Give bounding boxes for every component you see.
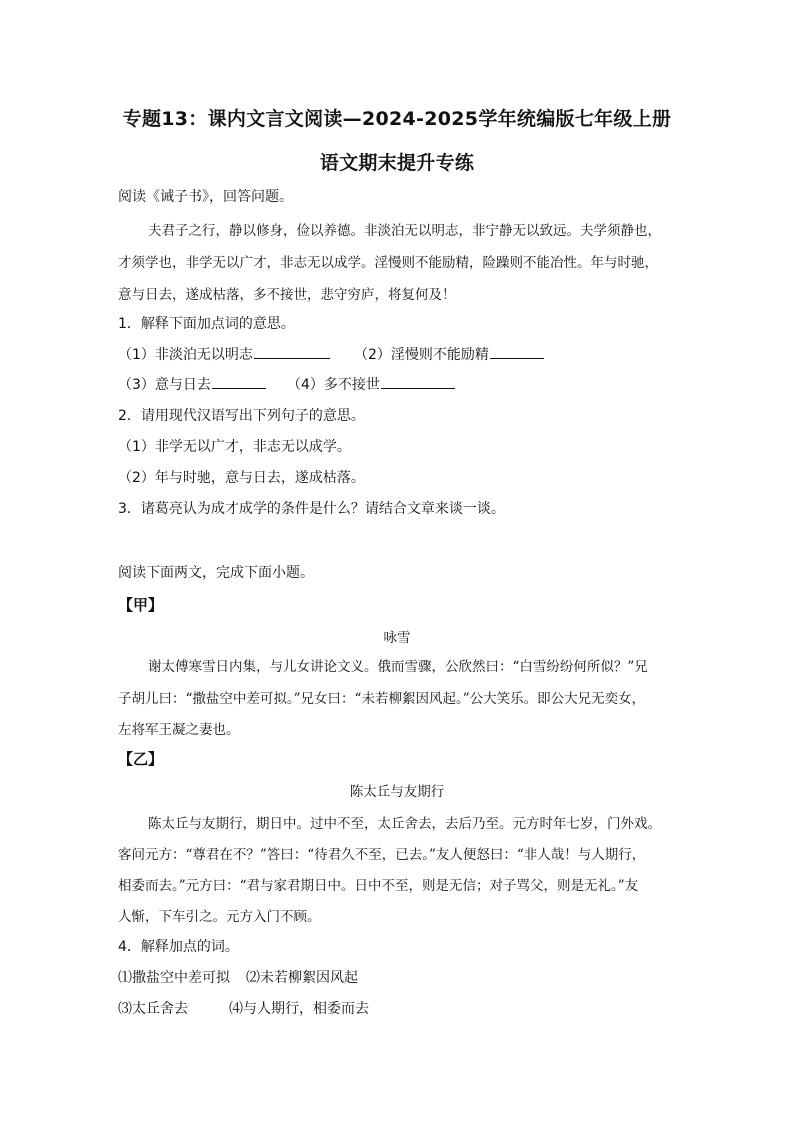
passage-jia-title: 咏雪 bbox=[383, 630, 411, 646]
document-title-line1: 专题13：课内文言文阅读—2024-2025学年统编版七年级上册 bbox=[122, 108, 672, 130]
question-3: 3．诸葛亮认为成才成学的条件是什么？请结合文章来谈一谈。 bbox=[118, 501, 505, 517]
q1-item-1-text: （1）非淡泊无以明志 bbox=[118, 347, 253, 363]
answer-blank[interactable] bbox=[212, 374, 266, 389]
question-1: 1．解释下面加点词的意思。 bbox=[118, 316, 295, 332]
answer-blank[interactable] bbox=[254, 344, 330, 359]
q4-item-3: ⑶太丘舍去 bbox=[118, 1001, 188, 1017]
question-4: 4．解释加点的词。 bbox=[118, 939, 239, 955]
answer-blank[interactable] bbox=[490, 344, 544, 359]
passage-line: 客问元方：“尊君在不？”答曰：“待君久不至，已去。”友人便怒曰：“非人哉！与人期行， bbox=[118, 847, 646, 863]
passage-yi-label: 【乙】 bbox=[118, 750, 164, 768]
section2-intro: 阅读下面两文，完成下面小题。 bbox=[118, 565, 314, 581]
passage-line: 夫君子之行，静以修身，俭以养德。非淡泊无以明志，非宁静无以致远。夫学须静也， bbox=[148, 223, 661, 239]
answer-blank[interactable] bbox=[381, 374, 455, 389]
q1-item-3 bbox=[118, 374, 266, 394]
q4-item-4: ⑷与人期行，相委而去 bbox=[229, 1001, 369, 1017]
passage-line: 谢太傅寒雪日内集，与儿女讲论文义。俄而雪骤，公欣然曰：“白雪纷纷何所似？”兄 bbox=[148, 659, 648, 675]
q1-item-2 bbox=[354, 344, 544, 364]
q2-item-2: （2）年与时驰，意与日去，遂成枯落。 bbox=[118, 470, 365, 486]
q2-item-1: （1）非学无以广才，非志无以成学。 bbox=[118, 439, 351, 455]
q4-item-1: ⑴撒盐空中差可拟 bbox=[118, 970, 230, 986]
q1-item-4-text: （4）多不接世 bbox=[287, 377, 380, 393]
passage-line: 意与日去，遂成枯落，多不接世，悲守穷庐，将复何及！ bbox=[118, 287, 456, 303]
document-title-line2: 语文期末提升专练 bbox=[319, 152, 475, 174]
section1-intro: 阅读《诫子书》，回答问题。 bbox=[118, 189, 293, 205]
passage-line: 陈太丘与友期行，期日中。过中不至，太丘舍去，去后乃至。元方时年七岁，门外戏。 bbox=[148, 816, 661, 832]
q1-item-3-text: （3）意与日去 bbox=[118, 377, 211, 393]
q1-item-2-text: （2）淫慢则不能励精 bbox=[354, 347, 489, 363]
q1-item-4 bbox=[287, 374, 455, 394]
passage-line: 相委而去。”元方曰：“君与家君期日中。日中不至，则是无信；对子骂父，则是无礼。”友 bbox=[118, 878, 639, 894]
q1-item-1 bbox=[118, 344, 330, 364]
passage-line: 子胡儿曰：“撒盐空中差可拟。”兄女曰：“未若柳絮因风起。”公大笑乐。即公大兄无奕女， bbox=[118, 691, 646, 707]
passage-jia-label: 【甲】 bbox=[118, 596, 164, 614]
q4-item-2: ⑵未若柳絮因风起 bbox=[246, 970, 358, 986]
passage-yi-title: 陈太丘与友期行 bbox=[349, 784, 445, 800]
passage-line: 人惭，下车引之。元方入门不顾。 bbox=[118, 909, 321, 925]
passage-line: 才须学也，非学无以广才，非志无以成学。淫慢则不能励精，险躁则不能冶性。年与时驰， bbox=[118, 255, 658, 271]
passage-line: 左将军王凝之妻也。 bbox=[118, 722, 240, 738]
question-2: 2．请用现代汉语写出下列句子的意思。 bbox=[118, 408, 365, 424]
